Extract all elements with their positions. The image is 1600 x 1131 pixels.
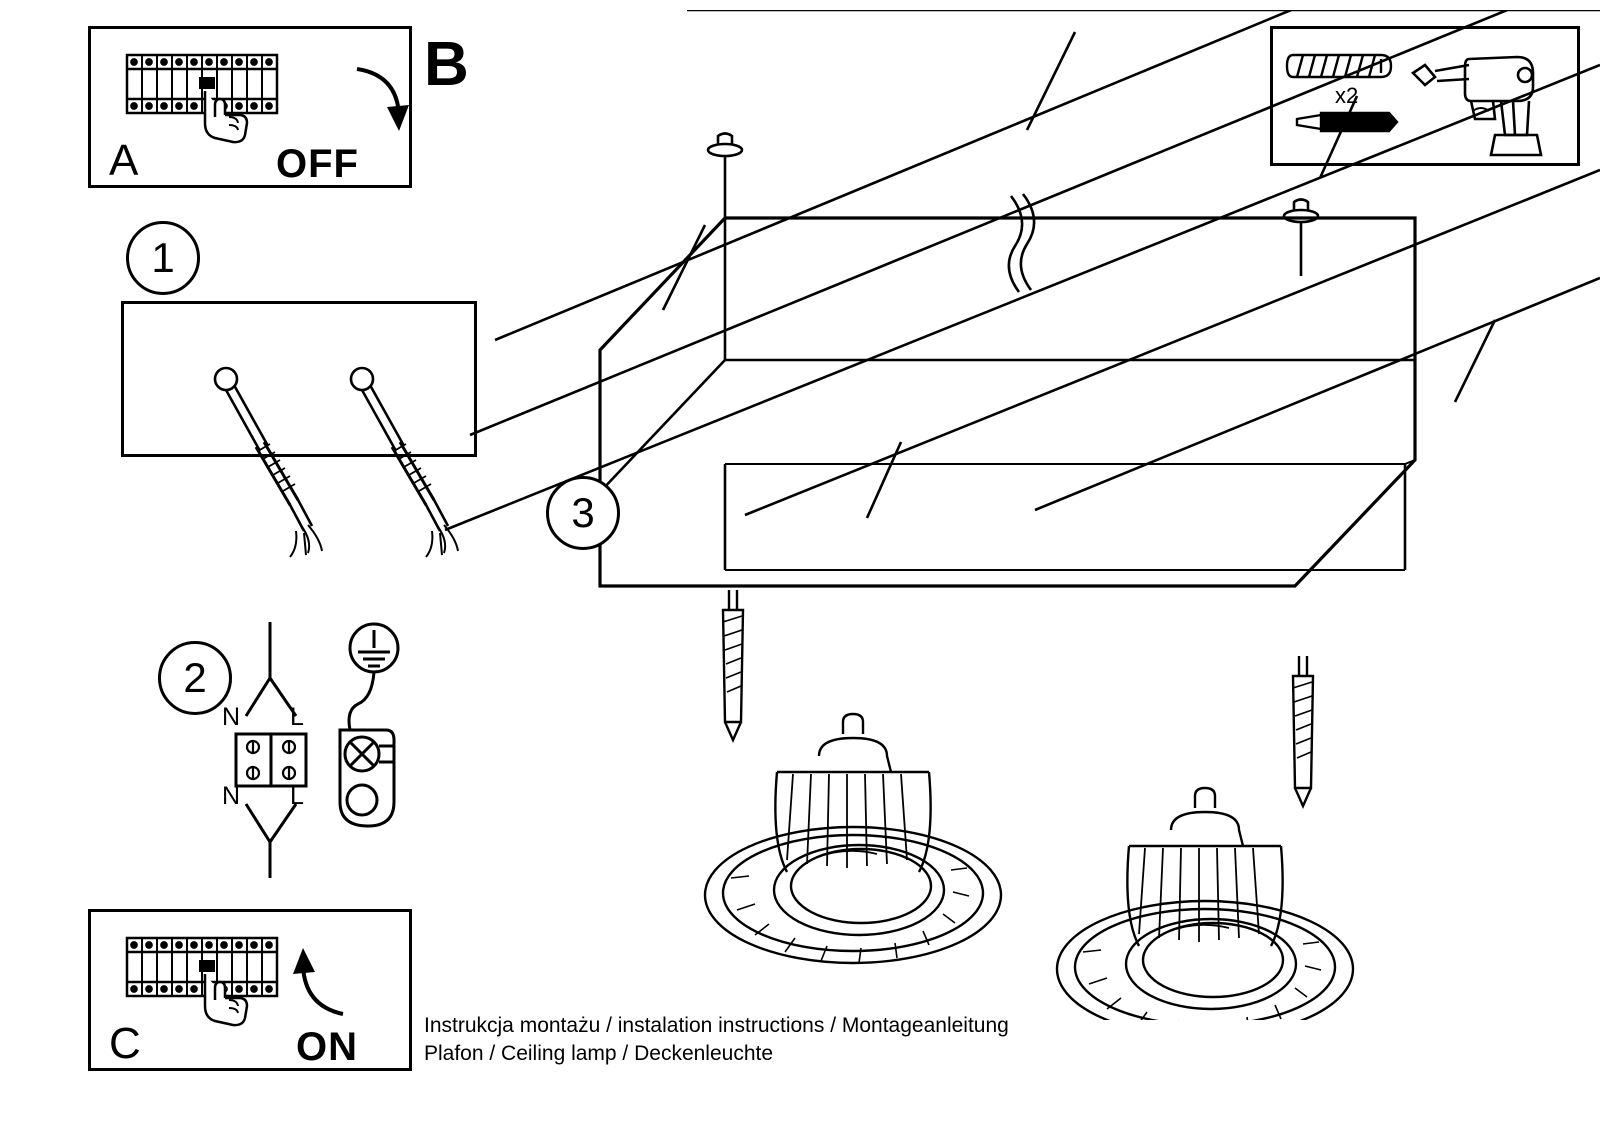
panel-c-action-label: ON [296,1025,358,1069]
step-2-number [158,641,232,715]
panel-b-letter: B [424,30,469,99]
panel-a-letter: A [109,136,139,185]
panel-c-letter: C [109,1019,141,1068]
step-3-number-text: 3 [571,489,595,536]
terminal-label-l-bottom: L [290,782,304,810]
fuse-box-switch-off-icon [121,43,301,153]
panel-a [88,26,412,188]
step-3-number [546,476,620,550]
step-2-number-text: 2 [183,654,207,701]
hardware-quantity-label: x2 [1335,83,1359,108]
step-1-number [126,221,200,295]
terminal-label-n-bottom: N [222,782,241,810]
panel-a-action-label: OFF [276,142,359,186]
caption-line-2: Plafon / Ceiling lamp / Deckenleuchte [424,1042,774,1065]
arrow-down-icon [349,61,419,141]
panel-c [88,909,412,1071]
caption-line-1: Instrukcja montażu / instalation instructions / Montageanleitung [424,1014,1009,1037]
terminal-label-l-top: L [290,703,304,731]
fuse-box-switch-on-icon [121,926,301,1036]
terminal-label-n-top: N [222,703,241,731]
terminal-block-wiring-icon [222,612,422,884]
arrow-up-icon [291,940,361,1022]
step-1-number-text: 1 [151,234,175,281]
